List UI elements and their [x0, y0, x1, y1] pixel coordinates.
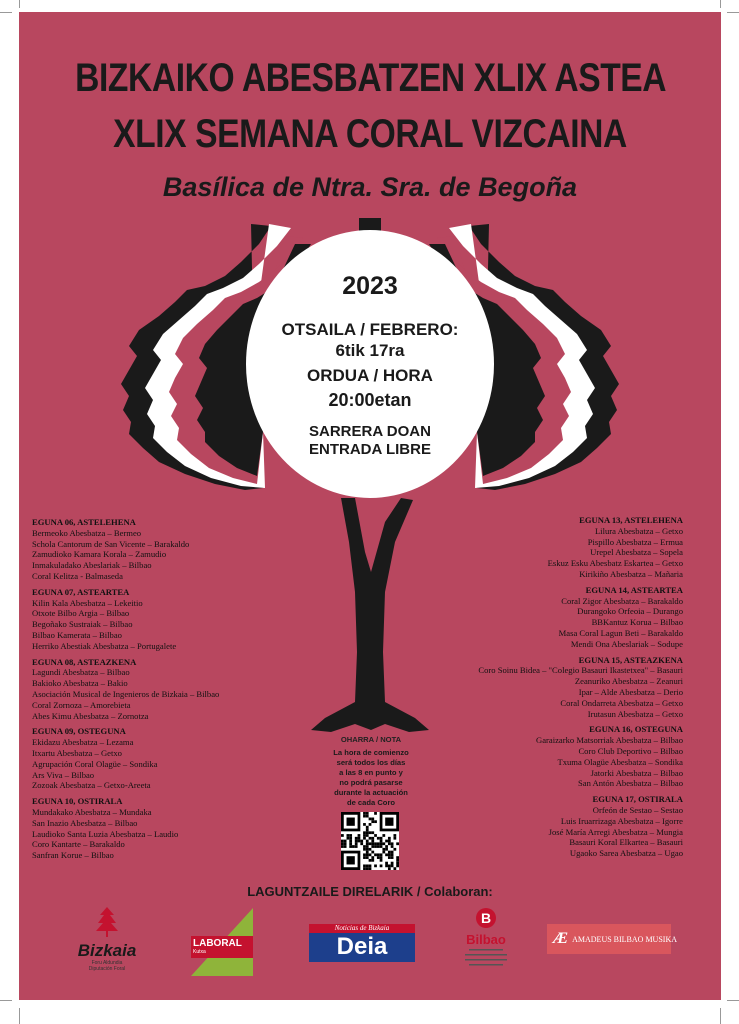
amadeus-logo [547, 924, 678, 954]
choir-entry: Bermeoko Abesbatza – Bermeo [32, 527, 142, 538]
choir-entry: San Inazio Abesbatza – Bilbao [32, 817, 138, 828]
choir-entry: Garaizarko Matsorriak Abesbatza – Bilbao [536, 735, 683, 746]
laboral-label: LABORAL [193, 938, 242, 949]
choir-entry: Bakioko Abesbatza – Bakio [32, 678, 128, 689]
choir-entry: BBKantuz Korua – Bilbao [591, 617, 683, 628]
day-heading: EGUNA 07, ASTEARTEA [32, 586, 130, 597]
event-dates: 6tik 17ra [335, 341, 405, 360]
choir-entry: San Antón Abesbatza – Bilbao [577, 778, 683, 789]
choir-entry: Zozoak Abesbatza – Getxo-Areeta [32, 780, 151, 791]
choir-entry: Ipar – Alde Abesbatza – Derio [578, 686, 683, 697]
choir-entry: Jatorki Abesbatza – Bilbao [590, 767, 683, 778]
choir-entry: Mundakako Abesbatza – Mundaka [32, 806, 152, 817]
schedule-left [32, 517, 292, 861]
note-line: a las 8 en punto y [339, 768, 403, 777]
poster [19, 12, 721, 1000]
note-line: será todos los días [336, 758, 406, 767]
note-line: durante la actuación [334, 788, 408, 797]
choir-entry: Kirikiño Abesbatza – Mañaria [579, 568, 683, 579]
note-line: no podrá pasarse [339, 778, 403, 787]
svg-text:B: B [480, 910, 492, 926]
crop-mark-br-v [720, 1008, 721, 1024]
laboral-kutxa-logo [191, 908, 253, 976]
crop-mark-bl [0, 1000, 12, 1001]
choir-entry: Schola Cantorum de San Vicente – Barakaldo [32, 538, 190, 549]
choir-entry: Irutasun Abesbatza – Getxo [587, 708, 683, 719]
choir-entry: Coral Ondarreta Abesbatza – Getxo [560, 697, 683, 708]
deia-tagline: Noticias de Bizkaia [309, 924, 415, 933]
crop-mark-bl-v [19, 1008, 20, 1024]
tree-trunk [311, 498, 429, 732]
choir-entry: Masa Coral Lagun Beti – Barakaldo [558, 627, 683, 638]
choir-entry: Urepel Abesbatza – Sopela [590, 547, 683, 558]
choir-entry: Ekidazu Abesbatza – Lezama [32, 737, 134, 748]
choir-entry: Eskuz Esku Abesbatz Eskartea – Getxo [547, 558, 683, 569]
schedule-right [423, 515, 683, 859]
choir-entry: Agrupación Coral Olagüe – Sondika [32, 758, 158, 769]
bilbao-sub-lines [461, 947, 511, 967]
choir-entry: Coro Soinu Bidea – "Colegio Basauri Ikastetxea" – Basauri [478, 665, 683, 676]
choir-entry: Zamudioko Kamara Korala – Zamudio [32, 549, 167, 560]
choir-entry: Ugaoko Sarea Abesbatza – Ugao [569, 848, 683, 859]
bizkaia-logo [67, 907, 147, 977]
choir-entry: Herriko Abestiak Abesbatza – Portugalete [32, 640, 177, 651]
choir-entry: Txuma Olagüe Abesbatza – Sondika [557, 756, 683, 767]
choir-entry: Itxartu Abesbatza – Getxo [32, 747, 122, 758]
crop-mark-tr-v [720, 0, 721, 8]
choir-entry: Begoñako Sustraiak – Bilbao [32, 619, 133, 630]
day-heading: EGUNA 06, ASTELEHENA [32, 517, 136, 527]
deia-logo [309, 924, 415, 962]
choir-entry: Laudioko Santa Luzia Abesbatza – Laudio [32, 828, 179, 839]
choir-entry: Mendi Ona Abeslariak – Sodupe [570, 638, 683, 649]
collaborators-heading: LAGUNTZAILE DIRELARIK / Colaboran: [247, 884, 493, 899]
entry-basque: SARRERA DOAN [309, 423, 431, 440]
bizkaia-sublabel: Foru Aldundia Diputación Foral [88, 960, 126, 972]
bilbao-b-icon [476, 908, 496, 928]
choir-entry: Coral Zigor Abesbatza – Barakaldo [561, 595, 683, 606]
day-heading: EGUNA 09, OSTEGUNA [32, 726, 126, 737]
choir-entry: Bilbao Kamerata – Bilbao [32, 629, 122, 640]
event-year: 2023 [342, 272, 398, 300]
note-box [321, 735, 421, 808]
choir-entry: Zeanuriko Abesbatza – Zeanuri [574, 676, 683, 687]
choir-entry: Coro Club Deportivo – Bilbao [578, 745, 683, 756]
choir-entry: Orfeón de Sestao – Sestao [592, 804, 683, 815]
venue-subtitle: Basílica de Ntra. Sra. de Begoña [162, 172, 578, 202]
choir-entry: Abes Kimu Abesbatza – Zornotza [32, 710, 149, 721]
amadeus-label: AMADEUS BILBAO MUSIKA [572, 934, 678, 944]
day-heading: EGUNA 13, ASTELEHENA [579, 515, 683, 525]
note-line: La hora de comienzo [333, 748, 409, 757]
choir-entry: Asociación Musical de Ingenieros de Bizkaia – Bilbao [32, 688, 220, 699]
day-heading: EGUNA 14, ASTEARTEA [585, 584, 683, 595]
crop-mark-br [727, 1000, 739, 1001]
choir-entry: Otxote Bilbo Argia – Bilbao [32, 608, 130, 619]
day-heading: EGUNA 15, ASTEAZKENA [578, 654, 683, 665]
choir-entry: Coral Kelitza - Balmaseda [32, 570, 123, 581]
entry-spanish: ENTRADA LIBRE [309, 441, 431, 458]
choir-entry: Coro Kantarte – Barakaldo [32, 839, 125, 850]
event-month: OTSAILA / FEBRERO: [281, 320, 459, 339]
event-info [252, 262, 488, 459]
event-hour-label: ORDUA / HORA [307, 366, 433, 385]
crop-mark-tl-v [19, 0, 20, 8]
choir-entry: Ars Viva – Bilbao [32, 769, 95, 780]
bilbao-logo [453, 908, 519, 980]
day-heading: EGUNA 17, OSTIRALA [592, 794, 683, 805]
deia-label: Deia [336, 933, 388, 960]
laboral-sublabel: Kutxa [193, 949, 206, 955]
choir-entry: Inmakuladako Abeslariak – Bilbao [32, 560, 152, 571]
amadeus-a-icon: Æ [553, 930, 569, 947]
crop-mark-tr [727, 12, 739, 13]
choir-entry: Sanfran Korue – Bilbao [32, 850, 114, 861]
choir-entry: Luis Iruarrizaga Abesbatza – Igorre [560, 815, 683, 826]
bilbao-label: Bilbao [466, 932, 506, 947]
bizkaia-tree-icon [94, 907, 120, 937]
title-basque: BIZKAIKO ABESBATZEN XLIX ASTEA [75, 56, 667, 100]
day-heading: EGUNA 16, OSTEGUNA [589, 724, 683, 735]
crop-mark-tl [0, 12, 12, 13]
event-hour: 20:00etan [328, 390, 412, 410]
choir-entry: Lagundi Abesbatza – Bilbao [32, 667, 130, 678]
choir-entry: Basauri Koral Elkartea – Basauri [569, 837, 683, 848]
choir-entry: José María Arregi Abesbatza – Mungia [548, 826, 683, 837]
choir-entry: Kilin Kala Abesbatza – Lekeitio [32, 597, 143, 608]
title-spanish: XLIX SEMANA CORAL VIZCAINA [113, 112, 627, 156]
choir-entry: Pispillo Abesbatza – Ermua [587, 536, 683, 547]
choir-entry: Coral Zornoza – Amorebieta [32, 699, 131, 710]
day-heading: EGUNA 08, ASTEAZKENA [32, 656, 137, 667]
choir-entry: Durangoko Orfeoia – Durango [577, 606, 683, 617]
bizkaia-label: Bizkaia [77, 941, 137, 960]
choir-entry: Lilura Abesbatza – Getxo [594, 525, 683, 536]
day-heading: EGUNA 10, OSTIRALA [32, 796, 123, 807]
note-line: de cada Coro [346, 798, 396, 807]
note-heading: OHARRA / NOTA [340, 735, 402, 744]
qr-code[interactable] [341, 812, 399, 870]
